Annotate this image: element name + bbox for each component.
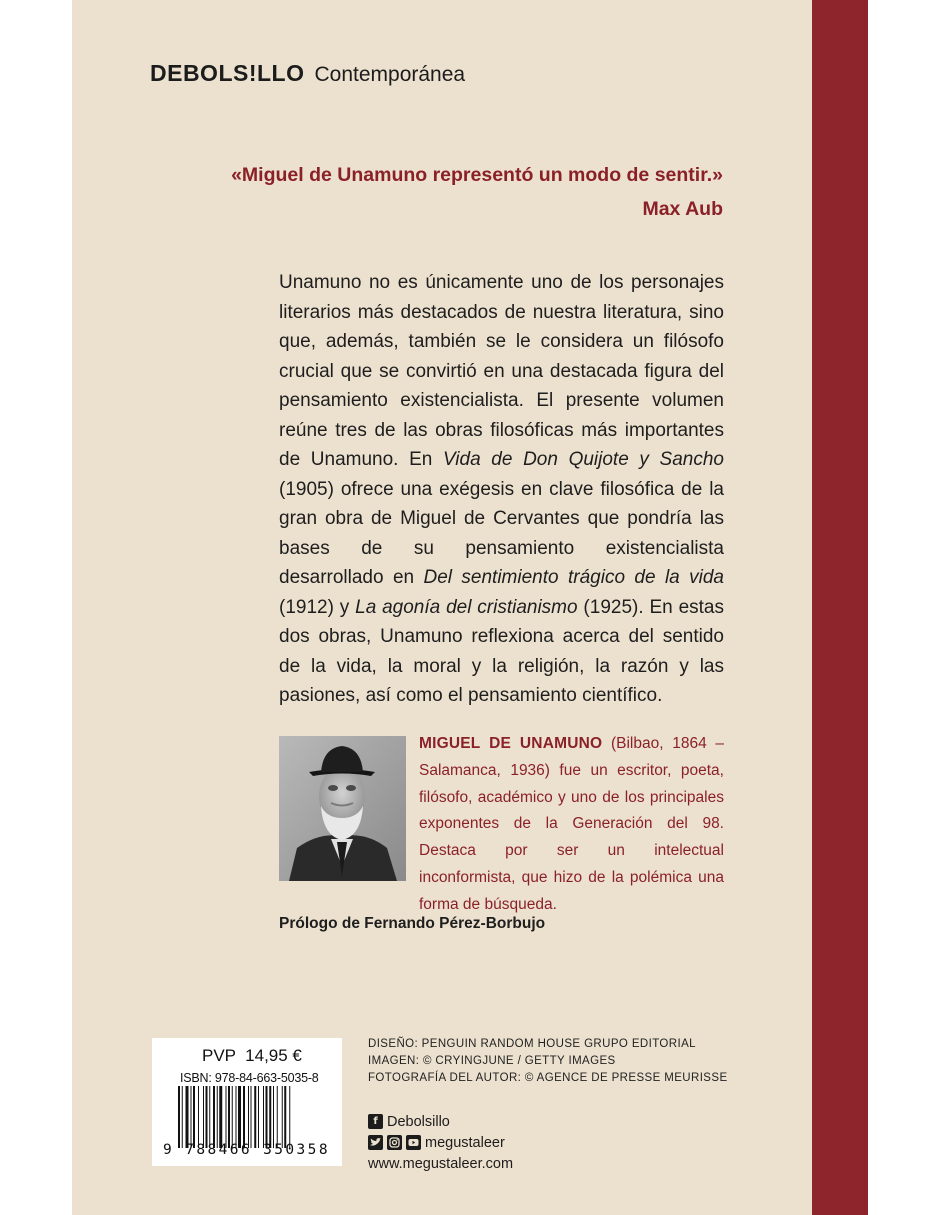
website-link[interactable] (368, 1153, 513, 1174)
facebook-label: Debolsillo (387, 1113, 450, 1130)
author-bio (419, 731, 724, 919)
social-links (368, 1111, 513, 1174)
spine-strip (812, 0, 868, 1215)
credit-author-photo: FOTOGRAFÍA DEL AUTOR: © AGENCE DE PRESSE MEURISSE (368, 1072, 728, 1084)
credit-design: DISEÑO: PENGUIN RANDOM HOUSE GRUPO EDITORIAL (368, 1038, 696, 1050)
publisher-logo: DEBOLS!LLO (150, 60, 305, 86)
credits (368, 1036, 728, 1087)
facebook-link[interactable] (368, 1111, 513, 1132)
barcode-bars (178, 1086, 328, 1148)
facebook-icon: f (368, 1114, 383, 1129)
publisher-brand (150, 60, 465, 92)
title-vida-de-don-quijote: Vida de Don Quijote y Sancho (442, 449, 724, 470)
price-label: PVP (202, 1046, 236, 1065)
website-url: www.megustaleer.com (368, 1155, 514, 1172)
quote-text: «Miguel de Unamuno representó un modo de sentir.» (231, 164, 723, 186)
barcode-label (152, 1038, 342, 1166)
blurb-text: Unamuno no es únicamente uno de los personajes literarios más destacados de nuestra literatura, sino que, además, también se le considera un filósofo crucial que se convirtió en una destacada figura del pensamiento existencialista. El presente volumen reúne tres de las obras filosóficas más importantes de Unamuno. En (279, 272, 724, 470)
title-la-agonia: La agonía del cristianismo (355, 596, 578, 618)
price (202, 1046, 302, 1066)
quote-author: Max Aub (642, 198, 723, 220)
isbn-number: ISBN: 978-84-663-5035-8 (180, 1071, 319, 1085)
pull-quote (200, 158, 723, 226)
price-value: 14,95 € (245, 1046, 302, 1065)
author-bio-text: (Bilbao, 1864 – Salamanca, 1936) fue un escritor, poeta, filósofo, académico y uno de los principales exponentes de la Generación del 98. Destaca por ser un intelectual inconformista, que hizo de la polémica una forma de búsqueda. (419, 735, 725, 913)
credit-image: IMAGEN: © CRYINGJUNE / GETTY IMAGES (368, 1055, 616, 1067)
ean-digits: 9 788466 350358 (163, 1142, 330, 1158)
author-photo (279, 736, 406, 881)
prologue-credit: Prólogo de Fernando Pérez-Borbujo (279, 915, 546, 932)
twitter-icon (368, 1135, 383, 1150)
youtube-icon (406, 1135, 421, 1150)
title-del-sentimiento-tragico: Del sentimiento trágico de la vida (423, 567, 724, 588)
author-name: MIGUEL DE UNAMUNO (419, 735, 603, 752)
social-handle-link[interactable] (368, 1132, 513, 1153)
blurb-text: (1925). En estas dos obras, Unamuno reflexiona acerca del sentido de la vida, la moral y la religión, la razón y las pasiones, así como el pensamiento científico. (279, 596, 724, 706)
blurb-text: (1912) y (279, 596, 356, 618)
instagram-icon (387, 1135, 402, 1150)
series-name: Contemporánea (314, 63, 466, 86)
blurb-text: (1905) ofrece una exégesis en clave filosófica de la gran obra de Miguel de Cervantes que pondría las bases de su pensamiento existencialista desarrollado en (279, 478, 724, 588)
book-blurb (279, 268, 724, 711)
social-handle: megustaleer (425, 1134, 505, 1151)
